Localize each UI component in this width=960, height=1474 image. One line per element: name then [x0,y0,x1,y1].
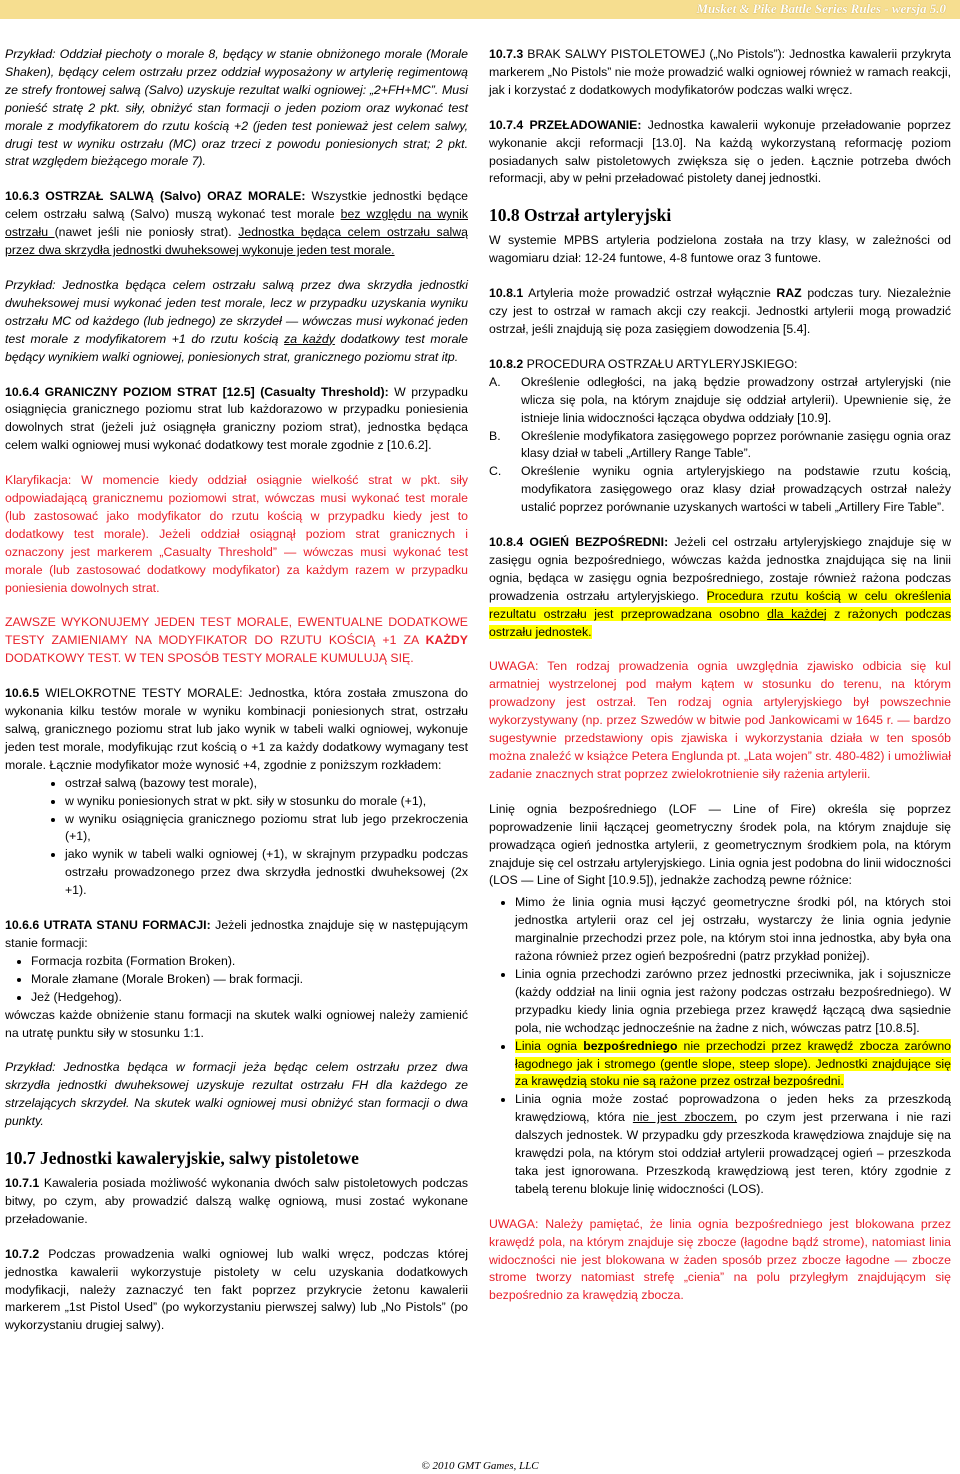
section-heading-10-7: 10.7 Jednostki kawaleryjskie, salwy pistoletowe [5,1148,359,1169]
rule-10-8-1: 10.8.1 Artyleria może prowadzić ostrzał wyłącznie RAZ podczas tury. Niezależnie czy jest to ostrzał w ramach akcji czy reakcji. Jednostki artylerii mogą prowadzić ostrzał, jeśli znajdują się poza zasięgiem dowodzenia [5.4]. [489,286,951,336]
rule-10-7-3: 10.7.3 BRAK SALWY PISTOLETOWEJ („No Pistols”): Jednostka kawalerii przykryta markerem „No Pistols” nie może prowadzić walki ogniowej również w ramach reakcji, jak i korzystać z dodatkowych modyfikatorów podczas walki wręcz. [489,47,951,97]
rule-10-7-2: 10.7.2 Podczas prowadzenia walki ogniowej lub walki wręcz, podczas której jednostka kawalerii wykorzystuje pistolety w celu uzyskania dodatkowych modyfikacji, należy zaznaczyć ten fakt poprzez przykrycie żetonu kawalerii markerem „1st Pistol Used” (po wykorzystaniu pierwszej salwy) lub „No Pistols” (po wykorzystaniu drugiej salwy). [5,1246,468,1333]
rule-10-6-3: 10.6.3 OSTRZAŁ SALWĄ (Salvo) ORAZ MORALE: Wszystkie jednostki będące celem ostrzału salwą (Salvo) muszą wykonać test morale bez względu na wynik ostrzału (nawet jeśli nie poniosły strat). Jednostka będąca celem ostrzału salwą przez dwa skrzydła jednostki dwuheksowej wykonuje jeden test morale. [5,189,468,258]
list-item: B. Określenie modyfikatora zasięgowego poprzez porównanie zasięgu ognia oraz klasy dział w tabeli „Artillery Range Table”. [489,428,951,461]
list-item: C. Określenie wyniku ognia artyleryjskiego na podstawie rzutu kością, modyfikatora zasięgowego oraz klasy dział prowadzących ostrzał należy ustalić poprzez porównanie uzyskanych wartości w tabeli „Artillery Fire Table”. [489,464,951,515]
formation-list [5,953,468,1007]
rule-10-8-2: 10.8.2 PROCEDURA OSTRZAŁU ARTYLERYJSKIEGO: [489,356,798,371]
example-paragraph: Przykład: Oddział piechoty o morale 8, będący w stanie obniżonego morale (Morale Shaken), będący celem ostrzału przez oddział wyposażony w artylerię regimentową ze strefy frontowej salwą (Salvo) uzyskuje rezultat walki ogniowej: „2+FH+MC”. Musi ponieść stratę 2 pkt. siły, obniżyć stan formacji o jeden poziom oraz wykonać test morale z modyfikatorem do rzutu kością +2 (jeden test ponieważ jest celem salwy, drugi test w wyniku ostrzału (MC) oraz trzeci z powodu poniesionych strat; 2 pkt. strat względem bieżącego morale 7). [5,47,468,169]
list-item: • w wyniku poniesionych strat w pkt. siły w stosunku do morale (+1), [65,793,468,811]
list-item: A. Określenie odległości, na jaką będzie prowadzony ostrzał artyleryjski (nie wlicza się pola, na którym znajduje się oddział artylerii). Upewnienie się, że istnieje linia widoczności łącząca obydwa oddziały [10.9]. [489,374,951,425]
list-item: • Morale złamane (Morale Broken) — brak formacji. [31,971,468,989]
notice-paragraph: UWAGA: Ten rodzaj prowadzenia ognia uwzględnia zjawisko odbicia się kul armatniej wystrzelonej pod małym kątem w stosunku do terenu, na którym prowadzony jest ostrzał. Ten rodzaj ognia artyleryjskiego był powszechnie wykorzystywany (np. przez Szwedów w bitwie pod Jankowicami w 1645 r. — bardzo sugestywnie przedstawiony opis zjawiska i wykorzystania działa w ten sposób można znaleźć w książce Petera Englunda pt. „Lata wojen” str. 480-482) i umożliwiał zadanie znacznych strat poprzez zwielokrotnienie siły rażenia artylerii. [489,659,951,781]
header-title: Musket & Pike Battle Series Rules - wersja 5.0 [696,1,946,16]
list-item: • jako wynik w tabeli walki ogniowej (+1), w skrajnym przypadku podczas ostrzału prowadzonego przez dwa skrzydła jednostki dwuheksowej (2x +1). [65,846,468,900]
right-column [489,46,951,1322]
rule-10-7-4: 10.7.4 PRZEŁADOWANIE: Jednostka kawalerii wykonuje przeładowanie poprzez wykonanie akcji reformacji [13.0]. Na każdą wykorzystaną reformację poziom posiadanych salw pistoletowych zwiększa się o jeden. Łącznie potrzeba dwóch reformacji, aby w pełni przeładować pistolety danej jednostki. [489,117,951,186]
clarification-paragraph: Klaryfikacja: W momencie kiedy oddział osiągnie wielkość strat w pkt. siły odpowiadającą granicznemu poziomowi strat, wówczas musi wykonać test morale (lub zastosować jako modyfikator do rzutu kością w przypadku kiedy jest to dodatkowy test morale). Jeżeli oddział osiągnął poziom strat granicznych i oznaczony jest markerem „Casualty Threshold” — wówczas musi wykonać test morale (lub zastosować dodatkowy modyfikator) za każdym razem w przypadku poniesienia dowolnych strat. [5,473,468,595]
list-item: • Mimo że linia ognia musi łączyć geometryczne środki pól, na których stoi jednostka artylerii oraz cel jej ostrzału, wystarczy że linia ognia jedynie marginalnie przechodzi przez pole, na którym stoi inna jednostka, aby była ona rażona również przez ogień bezpośredni (patrz przykład poniżej). [515,894,951,966]
notice-paragraph: ZAWSZE WYKONUJEMY JEDEN TEST MORALE, EWENTUALNE DODATKOWE TESTY ZAMIENIAMY NA MODYFIKATOR DO RZUTU KOŚCIĄ +1 ZA KAŻDY DODATKOWY TEST. W TEN SPOSÓB TESTY MORALE KUMULUJĄ SIĘ. [5,615,468,666]
list-item: • Linia ognia może zostać poprowadzona o jeden heks za przeszkodą krawędziową, która nie jest zboczem, po czym jest przerwana i nie razi dalszych jednostek. W przypadku gdy przeszkoda krawędziowa znajduje się na krawędzi pola, na którym stoi oddział artylerii prowadzącej ogień – przeszkoda taka jest ignorowana. Przeszkodą krawędziową jest teren, który zgodnie z tabelą terenu blokuje linię widoczności (LOS). [515,1091,951,1198]
list-item: • Linia ognia przechodzi zarówno przez jednostki przeciwnika, jak i sojusznicze (każdy oddział na linii ognia jest rażony podczas ostrzału bezpośredniego). W przypadku kiedy linia ognia przebiega przez krawędź łączącą dwa sąsiednie pola, nie wchodząc jednocześnie na żadne z nich, wówczas patrz [10.8.5]. [515,966,951,1038]
section-heading-10-8: 10.8 Ostrzał artyleryjski [489,205,672,226]
list-item: • Jeż (Hedgehog). [31,989,468,1007]
notice-paragraph: UWAGA: Należy pamiętać, że linia ognia bezpośredniego jest blokowana przez krawędź pola, na którym znajduje się zbocze (łagodne bądź strome), natomiast linia widoczności nie jest blokowana w żaden sposób przez zbocze łagodne — zbocze strome tworzy natomiast strefę „cienia” na polu przyległym znajdującym się bezpośrednio za krawędzią zbocza. [489,1216,951,1303]
artillery-intro: W systemie MPBS artyleria podzielona została na trzy klasy, w zależności od wagomiaru dział: 12-24 funtowe, 4-8 funtowe oraz 3 funtowe. [489,233,951,266]
example-paragraph: Przykład: Jednostka będąca celem ostrzału salwą przez dwa skrzydła jednostki dwuheksowej musi wykonać jeden test morale, lecz w przypadku uzyskania wyniku ostrzału MC od każdego (lub jednego) ze skrzydeł — wówczas musi wykonać jeden test morale z modyfikatorem +1 do rzutu kością za każdy dodatkowy test morale będący wynikiem walki ogniowej, poniesionych strat, granicznego poziomu strat itp. [5,277,469,364]
line-of-fire-paragraph: Linię ognia bezpośredniego (LOF — Line of Fire) określa się poprzez poprowadzenie linii łączącej geometryczny środek pola, na którym znajduje się prowadząca ogień jednostka artylerii, z geometrycznym środkiem pola, na którym znajduje się cel ostrzału artyleryjskiego. Linia ognia jest podobna do linii widoczności (LOS — Line of Sight [10.9.5]), jednakże zachodzą pewne różnice: [489,801,951,888]
rule-10-6-6-after: wówczas każde obniżenie stanu formacji na skutek walki ogniowej należy zamienić na utratę punktu siły w stosunku 1:1. [5,1007,468,1040]
rule-10-8-4: 10.8.4 OGIEŃ BEZPOŚREDNI: Jeżeli cel ostrzału artyleryjskiego znajduje się w zasięgu ognia bezpośredniego, wówczas każda jednostka znajdująca się na linii ognia, będąca w zasięgu ognia bezpośredniego, zostaje również rażona podczas prowadzenia ostrzału artyleryjskiego. Procedura rzutu kością w celu określenia rezultatu ostrzału jest przeprowadzana osobno dla każdej z rażonych podczas ostrzału jednostek. [489,535,952,639]
left-column [5,46,468,1352]
list-item: • w wyniku osiągnięcia granicznego poziomu strat lub jego przekroczenia (+1), [65,811,468,847]
modifier-list [5,775,468,900]
list-item: • Linia ognia bezpośredniego nie przechodzi przez krawędź zbocza zarówno łagodnego jak i stromego (gentle slope, steep slope). Jednostki znajdujące się za krawędzią stoku nie są rażone przez ostrzał bezpośredni. [515,1038,951,1092]
procedure-list [489,374,951,517]
rule-10-6-4: 10.6.4 GRANICZNY POZIOM STRAT [12.5] (Casualty Threshold): W przypadku osiągnięcia granicznego poziomu strat lub każdorazowo w przypadku poniesienia dowolnych strat (jeżeli już osiągnęła graniczny poziom strat), jednostka będąca celem walki ogniowej musi wykonać dodatkowy test morale zgodnie z [10.6.2]. [5,384,468,453]
rule-10-7-1: 10.7.1 Kawaleria posiada możliwość wykonania dwóch salw pistoletowych podczas bitwy, po czym, aby prowadzić dalszą walkę ogniową, musi zostać wykonane przeładowanie. [5,1176,468,1226]
rule-10-6-6: 10.6.6 UTRATA STANU FORMACJI: Jeżeli jednostka znajduje się w następującym stanie formacji: [5,918,468,950]
list-item: • ostrzał salwą (bazowy test morale), [65,775,468,793]
example-paragraph: Przykład: Jednostka będąca w formacji jeża będąc celem ostrzału przez dwa skrzydła jednostki dwuheksowej uzyskuje rezultat ostrzału FH dla każdego ze strzelających skrzydeł. Na skutek walki ogniowej musi obniżyć stan formacji o dwa punkty. [5,1060,468,1129]
header-banner [0,0,960,19]
list-item: • Formacja rozbita (Formation Broken). [31,953,468,971]
line-of-fire-list [489,894,951,1198]
rule-10-6-5: 10.6.5 WIELOKROTNE TESTY MORALE: Jednostka, która została zmuszona do wykonania kilku testów morale w wyniku kombinacji poniesionych strat, ostrzału salwą, granicznego poziomu strat lub jako wynik w tabeli walki ogniowej, wykonuje jeden test morale, modyfikując rzut kością o +1 za każdy dodatkowy wymagany test morale. Łącznie modyfikator może wynosić +4, zgodnie z poniższym rozkładem: [5,686,468,772]
footer-copyright: © 2010 GMT Games, LLC [421,1460,539,1472]
